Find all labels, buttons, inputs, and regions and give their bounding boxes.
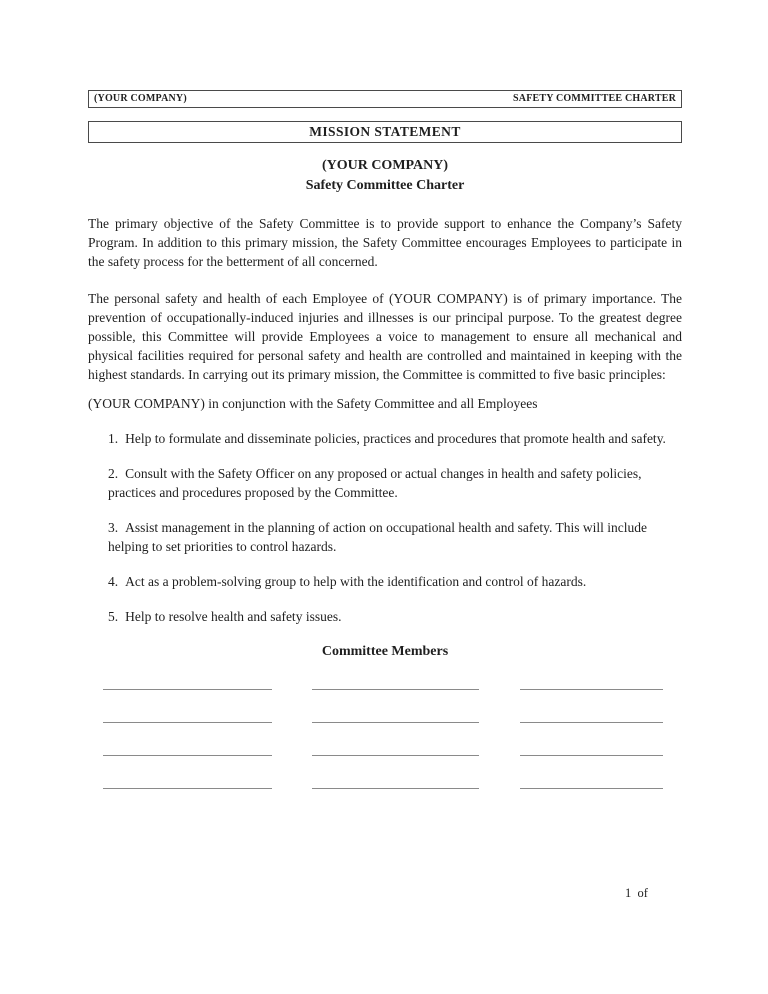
signature-line xyxy=(103,788,272,789)
principle-text: Consult with the Safety Officer on any proposed or actual changes in health and safety policies, practices and procedures proposed by the Committee. xyxy=(108,466,642,500)
principle-item-4 xyxy=(108,572,682,591)
signature-line xyxy=(103,755,272,756)
signature-line xyxy=(312,755,479,756)
principle-text: Act as a problem-solving group to help with the identification and control of hazards. xyxy=(125,574,587,589)
signature-line xyxy=(520,722,663,723)
signature-row xyxy=(103,689,682,690)
signature-line xyxy=(520,689,663,690)
committee-members-heading: Committee Members xyxy=(321,644,449,659)
principles-list xyxy=(88,429,682,626)
signature-line xyxy=(312,722,479,723)
paragraph-personal-safety: The personal safety and health of each Employee of (YOUR COMPANY) is of primary importance. The prevention of occupationally-induced injuries and illnesses is our principal purpose. To the greatest degree possible, this Committee will provide Employees a voice to management to ensure all mechanical and physical facilities required for personal safety and health are controlled and maintained in keeping with the highest standards. In carrying out its primary mission, the Committee is committed to five basic principles: xyxy=(88,291,682,382)
document-title xyxy=(88,156,682,196)
principle-text: Assist management in the planning of action on occupational health and safety. This will include helping to set priorities to control hazards. xyxy=(108,520,647,554)
principle-text: Help to formulate and disseminate policies, practices and procedures that promote health and safety. xyxy=(125,431,666,446)
principle-number: 2. xyxy=(108,466,119,481)
signature-row xyxy=(103,722,682,723)
principle-item-5 xyxy=(108,607,682,626)
principle-item-2 xyxy=(108,464,682,502)
title-subtitle: Safety Committee Charter xyxy=(305,178,465,193)
title-company: (YOUR COMPANY) xyxy=(321,158,449,173)
principle-text: Help to resolve health and safety issues. xyxy=(125,609,342,624)
header-company-label: (YOUR COMPANY) xyxy=(94,93,187,104)
principle-item-3 xyxy=(108,518,682,556)
signature-line xyxy=(312,689,479,690)
principle-number: 1. xyxy=(108,431,119,446)
principle-number: 4. xyxy=(108,574,119,589)
header-bar xyxy=(88,90,682,108)
signature-line xyxy=(312,788,479,789)
signature-line xyxy=(103,689,272,690)
principle-number: 3. xyxy=(108,520,119,535)
signature-line xyxy=(520,788,663,789)
signature-row xyxy=(103,788,682,789)
signature-line xyxy=(103,722,272,723)
signature-grid xyxy=(103,689,682,789)
signature-line xyxy=(520,755,663,756)
paragraph-objective: The primary objective of the Safety Committee is to provide support to enhance the Company’s Safety Program. In addition to this primary mission, the Safety Committee encourages Employees to participate in the safety process for the betterment of all concerned. xyxy=(88,216,682,269)
principle-item-1 xyxy=(108,429,682,448)
paragraph-conjunction: (YOUR COMPANY) in conjunction with the Safety Committee and all Employees xyxy=(88,396,538,411)
header-charter-label: SAFETY COMMITTEE CHARTER xyxy=(513,93,676,104)
page-number: 1 of xyxy=(625,886,648,900)
signature-row xyxy=(103,755,682,756)
principle-number: 5. xyxy=(108,609,119,624)
mission-statement-banner: MISSION STATEMENT xyxy=(88,121,682,143)
